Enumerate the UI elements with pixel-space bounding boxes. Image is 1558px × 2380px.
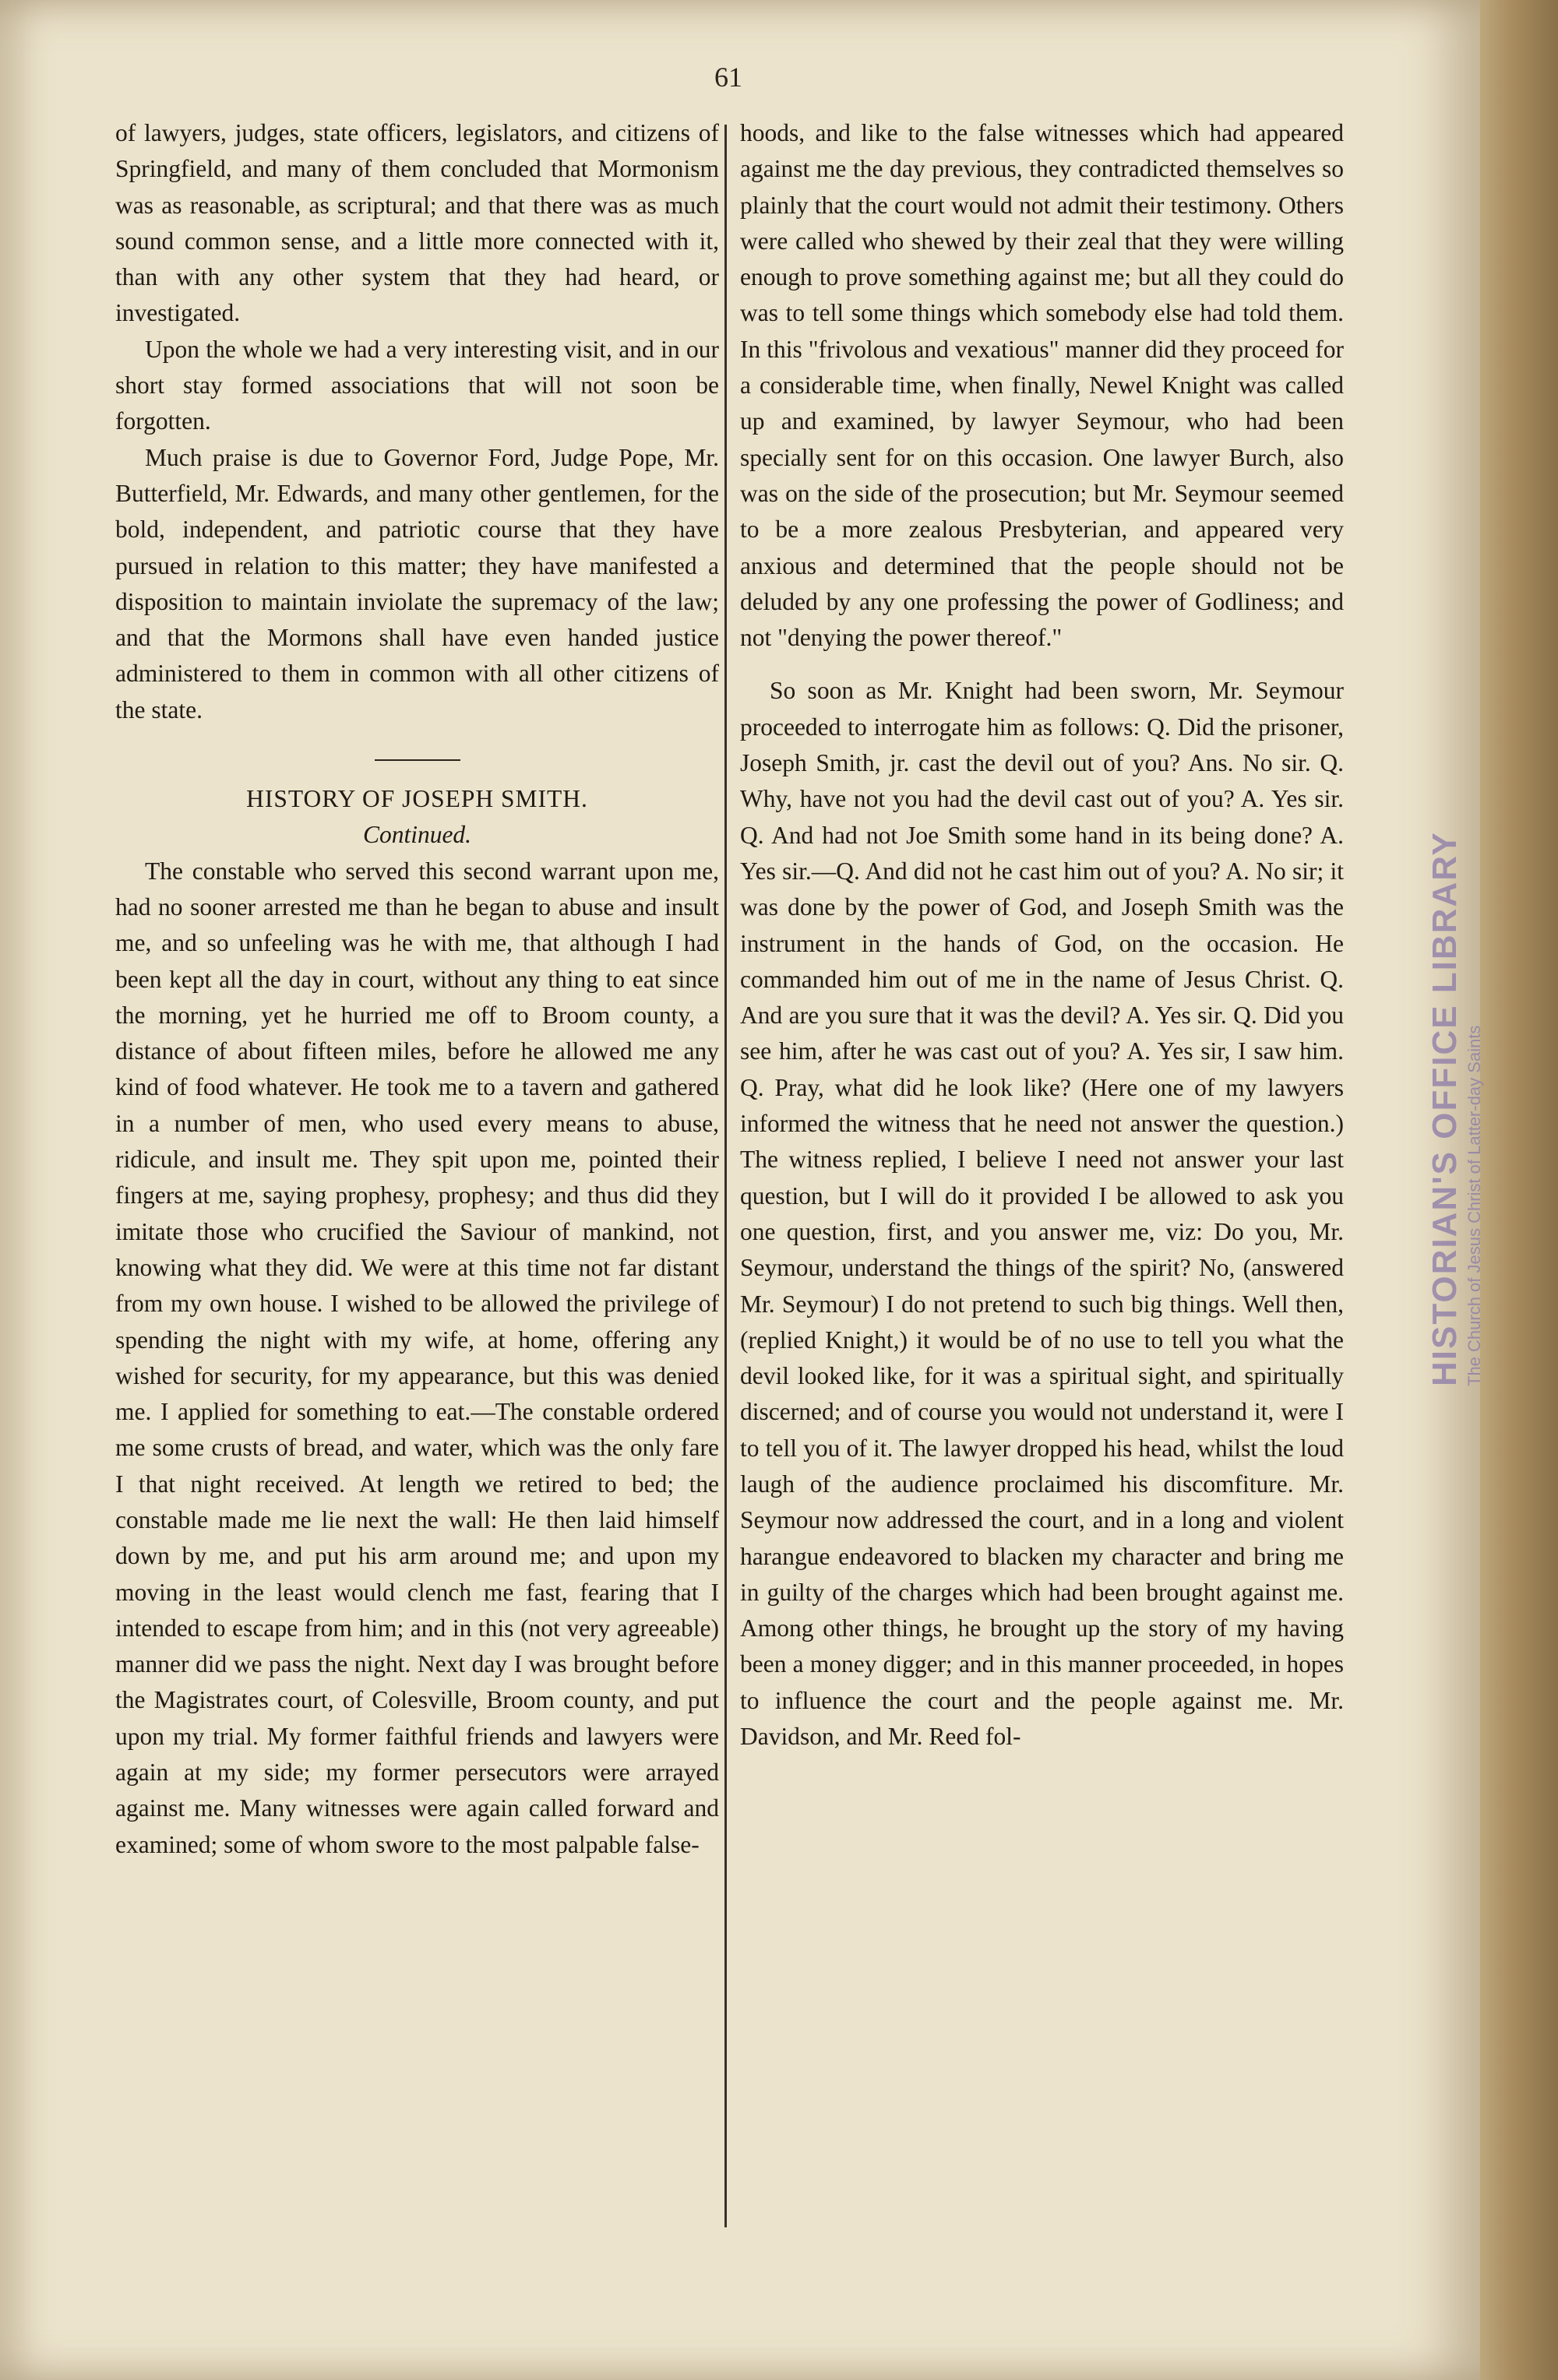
binding-spine xyxy=(1480,0,1558,2380)
left-paragraph-3: Much praise is due to Governor Ford, Judge Pope, Mr. Butterfield, Mr. Edwards, and many other gentlemen, for the bold, independent, and patriotic course that they have pursued in relation to this matter; they have manifested a disposition to maintain inviolate the supremacy of the law; and that the Mormons shall have even handed justice administered to them in common with all other citizens of the state. xyxy=(115,443,719,724)
left-paragraph-4: The constable who served this second warrant upon me, had no sooner arrested me than he began to abuse and insult me, and so unfeeling was he with me, that although I had been kept all the day in court, without any thing to eat since the morning, yet he hurried me off to Broom county, a distance of about fifteen miles, before he allowed me any kind of food whatever. He took me to a tavern and gathered in a number of men, who used every means to abuse, ridicule, and insult me. They spit upon me, pointed their fingers at me, saying prophesy, prophesy; and thus did they imitate those who crucified the Saviour of mankind, not knowing what they did. We were at this time not far distant from my own house. I wished to be allowed the privilege of spending the night with my wife, at home, offering any wished for security, for my appearance, but this was denied me. I applied for something to eat.—The constable ordered me some crusts of bread, and water, which was the only fare I that night received. At length we retired to bed; the constable made me lie next the wall: He then laid himself down by me, and put his arm around me; and upon my moving in the least would clench me fast, fearing that I intended to escape from him; and in this (not very agreeable) manner did we pass the night. Next day I was brought before the Magistrates court, of Colesville, Broom county, and put upon my trial. My former faithful friends and lawyers were again at my side; my former persecutors were arrayed against me. Many witnesses were again called forward and examined; some of whom swore to the most palpable false- xyxy=(115,857,719,1858)
stamp-line-1 xyxy=(1426,1230,1465,1386)
left-paragraph-2: Upon the whole we had a very interesting visit, and in our short stay formed associations that will not soon be forgotten. xyxy=(115,335,719,435)
left-column xyxy=(115,115,719,1863)
section-title: HISTORY OF JOSEPH SMITH. xyxy=(246,785,588,813)
section-divider xyxy=(375,759,460,761)
left-paragraph-1: of lawyers, judges, state officers, legislators, and citizens of Springfield, and many of them concluded that Mormonism was as reasonable, as scriptural; and that there was as much sound common sense, and a little more connected with it, than with any other system that they had heard, or investigated. xyxy=(115,119,719,327)
right-column xyxy=(740,115,1344,1755)
right-paragraph-2: So soon as Mr. Knight had been sworn, Mr. Seymour proceeded to interrogate him as follows: Q. Did the prisoner, Joseph Smith, jr. cast the devil out of you? Ans. No sir. Q. Why, have not you had the devil cast out of you? A. Yes sir. Q. And had not Joe Smith some hand in its being done? A. Yes sir.—Q. And did not he cast him out of you? A. No sir; it was done by the power of God, and Joseph Smith was the instrument in the hands of God, on the occasion. He commanded him out of me in the name of Jesus Christ. Q. And are you sure that it was the devil? A. Yes sir. Q. Did you see him, after he was cast out of you? A. Yes sir, I saw him. Q. Pray, what did he look like? (Here one of my lawyers informed the witness that he need not answer the question.) The witness replied, I believe I need not answer your last question, but I will do it provided I be allowed to ask you one question, first, and you answer me, viz: Do you, Mr. Seymour, understand the things of the spirit? No, (answered Mr. Seymour) I do not pretend to such big things. Well then, (replied Knight,) it would be of no use to tell you what the devil looked like, for it was a spiritual sight, and spiritually discerned; and of course you would not understand it, were I to tell you of it. The lawyer dropped his head, whilst the loud laugh of the audience proclaimed his discomfiture. Mr. Seymour now addressed the court, and in a long and violent harangue endeavored to blacken my character and bring me in guilty of the charges which had been brought against me. Among other things, he brought up the story of my having been a money digger; and in this manner proceeded, in hopes to influence the court and the people against me. Mr. Davidson, and Mr. Reed fol- xyxy=(740,677,1344,1751)
section-subtitle: Continued. xyxy=(362,821,472,849)
right-paragraph-1: hoods, and like to the false witnesses which had appeared against me the day previous, they contradicted themselves so plainly that the court would not admit their testimony. Others were called who shewed by their zeal that they were willing enough to prove something against me; but all they could do was to tell some things which somebody else had told them. In this "frivolous and vexatious" manner did they proceed for a considerable time, when finally, Newel Knight was called up and examined, by lawyer Seymour, who had been specially sent for on this occasion. One lawyer Burch, also was on the side of the prosecution; but Mr. Seymour seemed to be a more zealous Presbyterian, and appeared very anxious and determined that the people should not be deluded by any one professing the power of Godliness; and not "denying the power thereof." xyxy=(740,119,1344,652)
paragraph-gap xyxy=(740,656,1344,673)
page-number: 61 xyxy=(714,62,742,93)
stamp-line-2: The Church of Jesus xyxy=(1465,1228,1484,1386)
library-stamp xyxy=(1426,1230,1496,1386)
column-divider xyxy=(724,125,727,2227)
